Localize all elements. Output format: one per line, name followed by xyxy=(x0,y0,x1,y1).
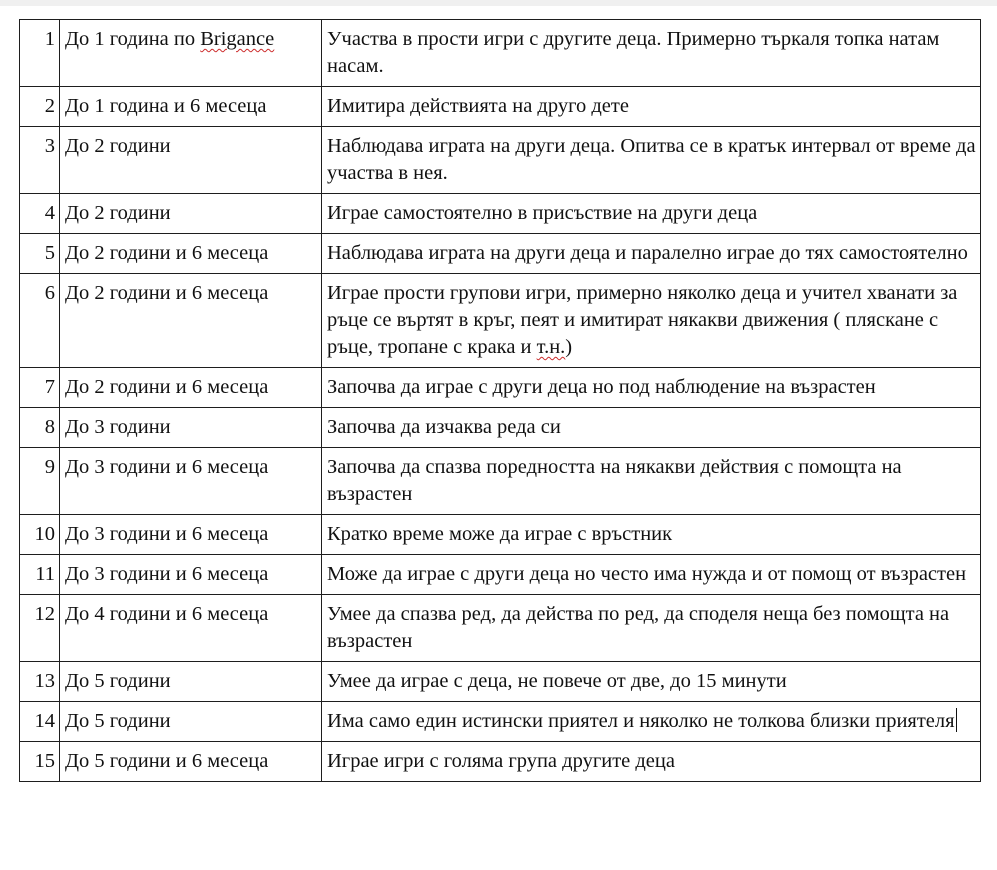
description-text: Започва да играе с други деца но под наблюдение на възрастен xyxy=(327,376,876,398)
age-cell[interactable] xyxy=(60,20,322,87)
description-text: Умее да играе с деца, не повече от две, до 15 минути xyxy=(327,670,787,692)
row-number: 1 xyxy=(44,28,55,50)
table-row xyxy=(20,234,981,274)
age-cell[interactable] xyxy=(60,194,322,234)
row-number: 4 xyxy=(44,202,55,224)
development-table xyxy=(19,19,981,782)
description-text: Започва да изчаква реда си xyxy=(327,416,561,438)
age-cell[interactable] xyxy=(60,127,322,194)
age-text: До 3 години и 6 месеца xyxy=(65,563,269,585)
description-text: Започва да спазва поредността на някакви действия с помощта на възрастен xyxy=(327,456,902,505)
description-cell[interactable] xyxy=(322,20,981,87)
table-row xyxy=(20,87,981,127)
description-text: Може да играе с други деца но често има нужда и от помощ от възрастен xyxy=(327,563,967,585)
row-number-cell[interactable] xyxy=(20,194,60,234)
row-number-cell[interactable] xyxy=(20,448,60,515)
row-number: 15 xyxy=(34,750,55,772)
description-cell[interactable] xyxy=(322,742,981,782)
table-row xyxy=(20,662,981,702)
table-row xyxy=(20,555,981,595)
description-suffix: ) xyxy=(565,336,573,358)
table-row xyxy=(20,595,981,662)
row-number-cell[interactable] xyxy=(20,742,60,782)
row-number: 6 xyxy=(44,282,55,304)
age-text: До 2 години и 6 месеца xyxy=(65,242,269,264)
description-text: Имитира действията на друго дете xyxy=(327,95,629,117)
spellcheck-flagged-word: т.н. xyxy=(536,336,566,358)
table-row xyxy=(20,20,981,87)
age-text: До 2 години и 6 месеца xyxy=(65,282,269,304)
table-row xyxy=(20,408,981,448)
age-text: До 1 година и 6 месеца xyxy=(65,95,267,117)
table-row xyxy=(20,448,981,515)
description-cell[interactable] xyxy=(322,555,981,595)
description-cell[interactable] xyxy=(322,234,981,274)
age-cell[interactable] xyxy=(60,515,322,555)
description-cell[interactable] xyxy=(322,127,981,194)
description-text: Играе прости групови игри, примерно няколко деца и учител хванати за ръце се въртят в кръг, пеят и имитират някакви движения ( пляскане с ръце, тропане с крака и xyxy=(327,282,958,358)
age-cell[interactable] xyxy=(60,742,322,782)
text-cursor xyxy=(956,708,957,732)
row-number: 14 xyxy=(34,710,55,732)
age-cell[interactable] xyxy=(60,87,322,127)
row-number-cell[interactable] xyxy=(20,127,60,194)
age-cell[interactable] xyxy=(60,274,322,368)
row-number: 13 xyxy=(34,670,55,692)
age-cell[interactable] xyxy=(60,448,322,515)
description-text: Наблюдава играта на други деца. Опитва се в кратък интервал от време да участва в нея. xyxy=(327,135,976,184)
row-number-cell[interactable] xyxy=(20,368,60,408)
age-cell[interactable] xyxy=(60,595,322,662)
description-cell[interactable] xyxy=(322,702,981,742)
age-text: До 5 години xyxy=(65,670,171,692)
age-text: До 5 години и 6 месеца xyxy=(65,750,269,772)
description-text: Има само един истински приятел и няколко не толкова близки приятеля xyxy=(327,710,955,732)
age-text: До 2 години xyxy=(65,202,171,224)
row-number: 11 xyxy=(35,563,55,585)
age-cell[interactable] xyxy=(60,368,322,408)
age-cell[interactable] xyxy=(60,234,322,274)
row-number: 7 xyxy=(44,376,55,398)
description-cell[interactable] xyxy=(322,515,981,555)
table-row xyxy=(20,194,981,234)
row-number: 9 xyxy=(44,456,55,478)
description-cell[interactable] xyxy=(322,595,981,662)
table-body xyxy=(20,20,981,782)
row-number: 5 xyxy=(44,242,55,264)
page-top-edge xyxy=(0,0,997,6)
description-cell[interactable] xyxy=(322,274,981,368)
description-text: Играе игри с голяма група другите деца xyxy=(327,750,675,772)
table-row xyxy=(20,368,981,408)
row-number: 12 xyxy=(34,603,55,625)
description-text: Умее да спазва ред, да действа по ред, да споделя неща без помощта на възрастен xyxy=(327,603,950,652)
age-text: До 3 години и 6 месеца xyxy=(65,523,269,545)
row-number-cell[interactable] xyxy=(20,662,60,702)
row-number: 3 xyxy=(44,135,55,157)
table-row xyxy=(20,515,981,555)
age-cell[interactable] xyxy=(60,662,322,702)
description-text: Кратко време може да играе с връстник xyxy=(327,523,673,545)
row-number-cell[interactable] xyxy=(20,87,60,127)
age-text: До 2 години xyxy=(65,135,171,157)
description-cell[interactable] xyxy=(322,408,981,448)
row-number-cell[interactable] xyxy=(20,274,60,368)
row-number: 2 xyxy=(44,95,55,117)
description-text: Играе самостоятелно в присъствие на други деца xyxy=(327,202,758,224)
age-text: До 3 години xyxy=(65,416,171,438)
table-row xyxy=(20,127,981,194)
row-number-cell[interactable] xyxy=(20,20,60,87)
age-cell[interactable] xyxy=(60,555,322,595)
age-text: До 1 година по xyxy=(65,28,201,50)
row-number-cell[interactable] xyxy=(20,702,60,742)
table-row xyxy=(20,702,981,742)
row-number-cell[interactable] xyxy=(20,234,60,274)
row-number-cell[interactable] xyxy=(20,595,60,662)
description-cell[interactable] xyxy=(322,194,981,234)
row-number-cell[interactable] xyxy=(20,515,60,555)
description-cell[interactable] xyxy=(322,662,981,702)
spellcheck-flagged-word: Brigance xyxy=(200,28,275,50)
age-text: До 5 години xyxy=(65,710,171,732)
age-text: До 3 години и 6 месеца xyxy=(65,456,269,478)
age-text: До 2 години и 6 месеца xyxy=(65,376,269,398)
row-number-cell[interactable] xyxy=(20,408,60,448)
age-cell[interactable] xyxy=(60,408,322,448)
description-text: Участва в прости игри с другите деца. Примерно търкаля топка натам насам. xyxy=(327,28,940,77)
row-number: 8 xyxy=(44,416,55,438)
description-cell[interactable] xyxy=(322,368,981,408)
age-text: До 4 години и 6 месеца xyxy=(65,603,269,625)
description-text: Наблюдава играта на други деца и паралелно играе до тях самостоятелно xyxy=(327,242,968,264)
age-cell[interactable] xyxy=(60,702,322,742)
row-number: 10 xyxy=(34,523,55,545)
description-cell[interactable] xyxy=(322,87,981,127)
description-cell[interactable] xyxy=(322,448,981,515)
row-number-cell[interactable] xyxy=(20,555,60,595)
table-row xyxy=(20,742,981,782)
table-row xyxy=(20,274,981,368)
